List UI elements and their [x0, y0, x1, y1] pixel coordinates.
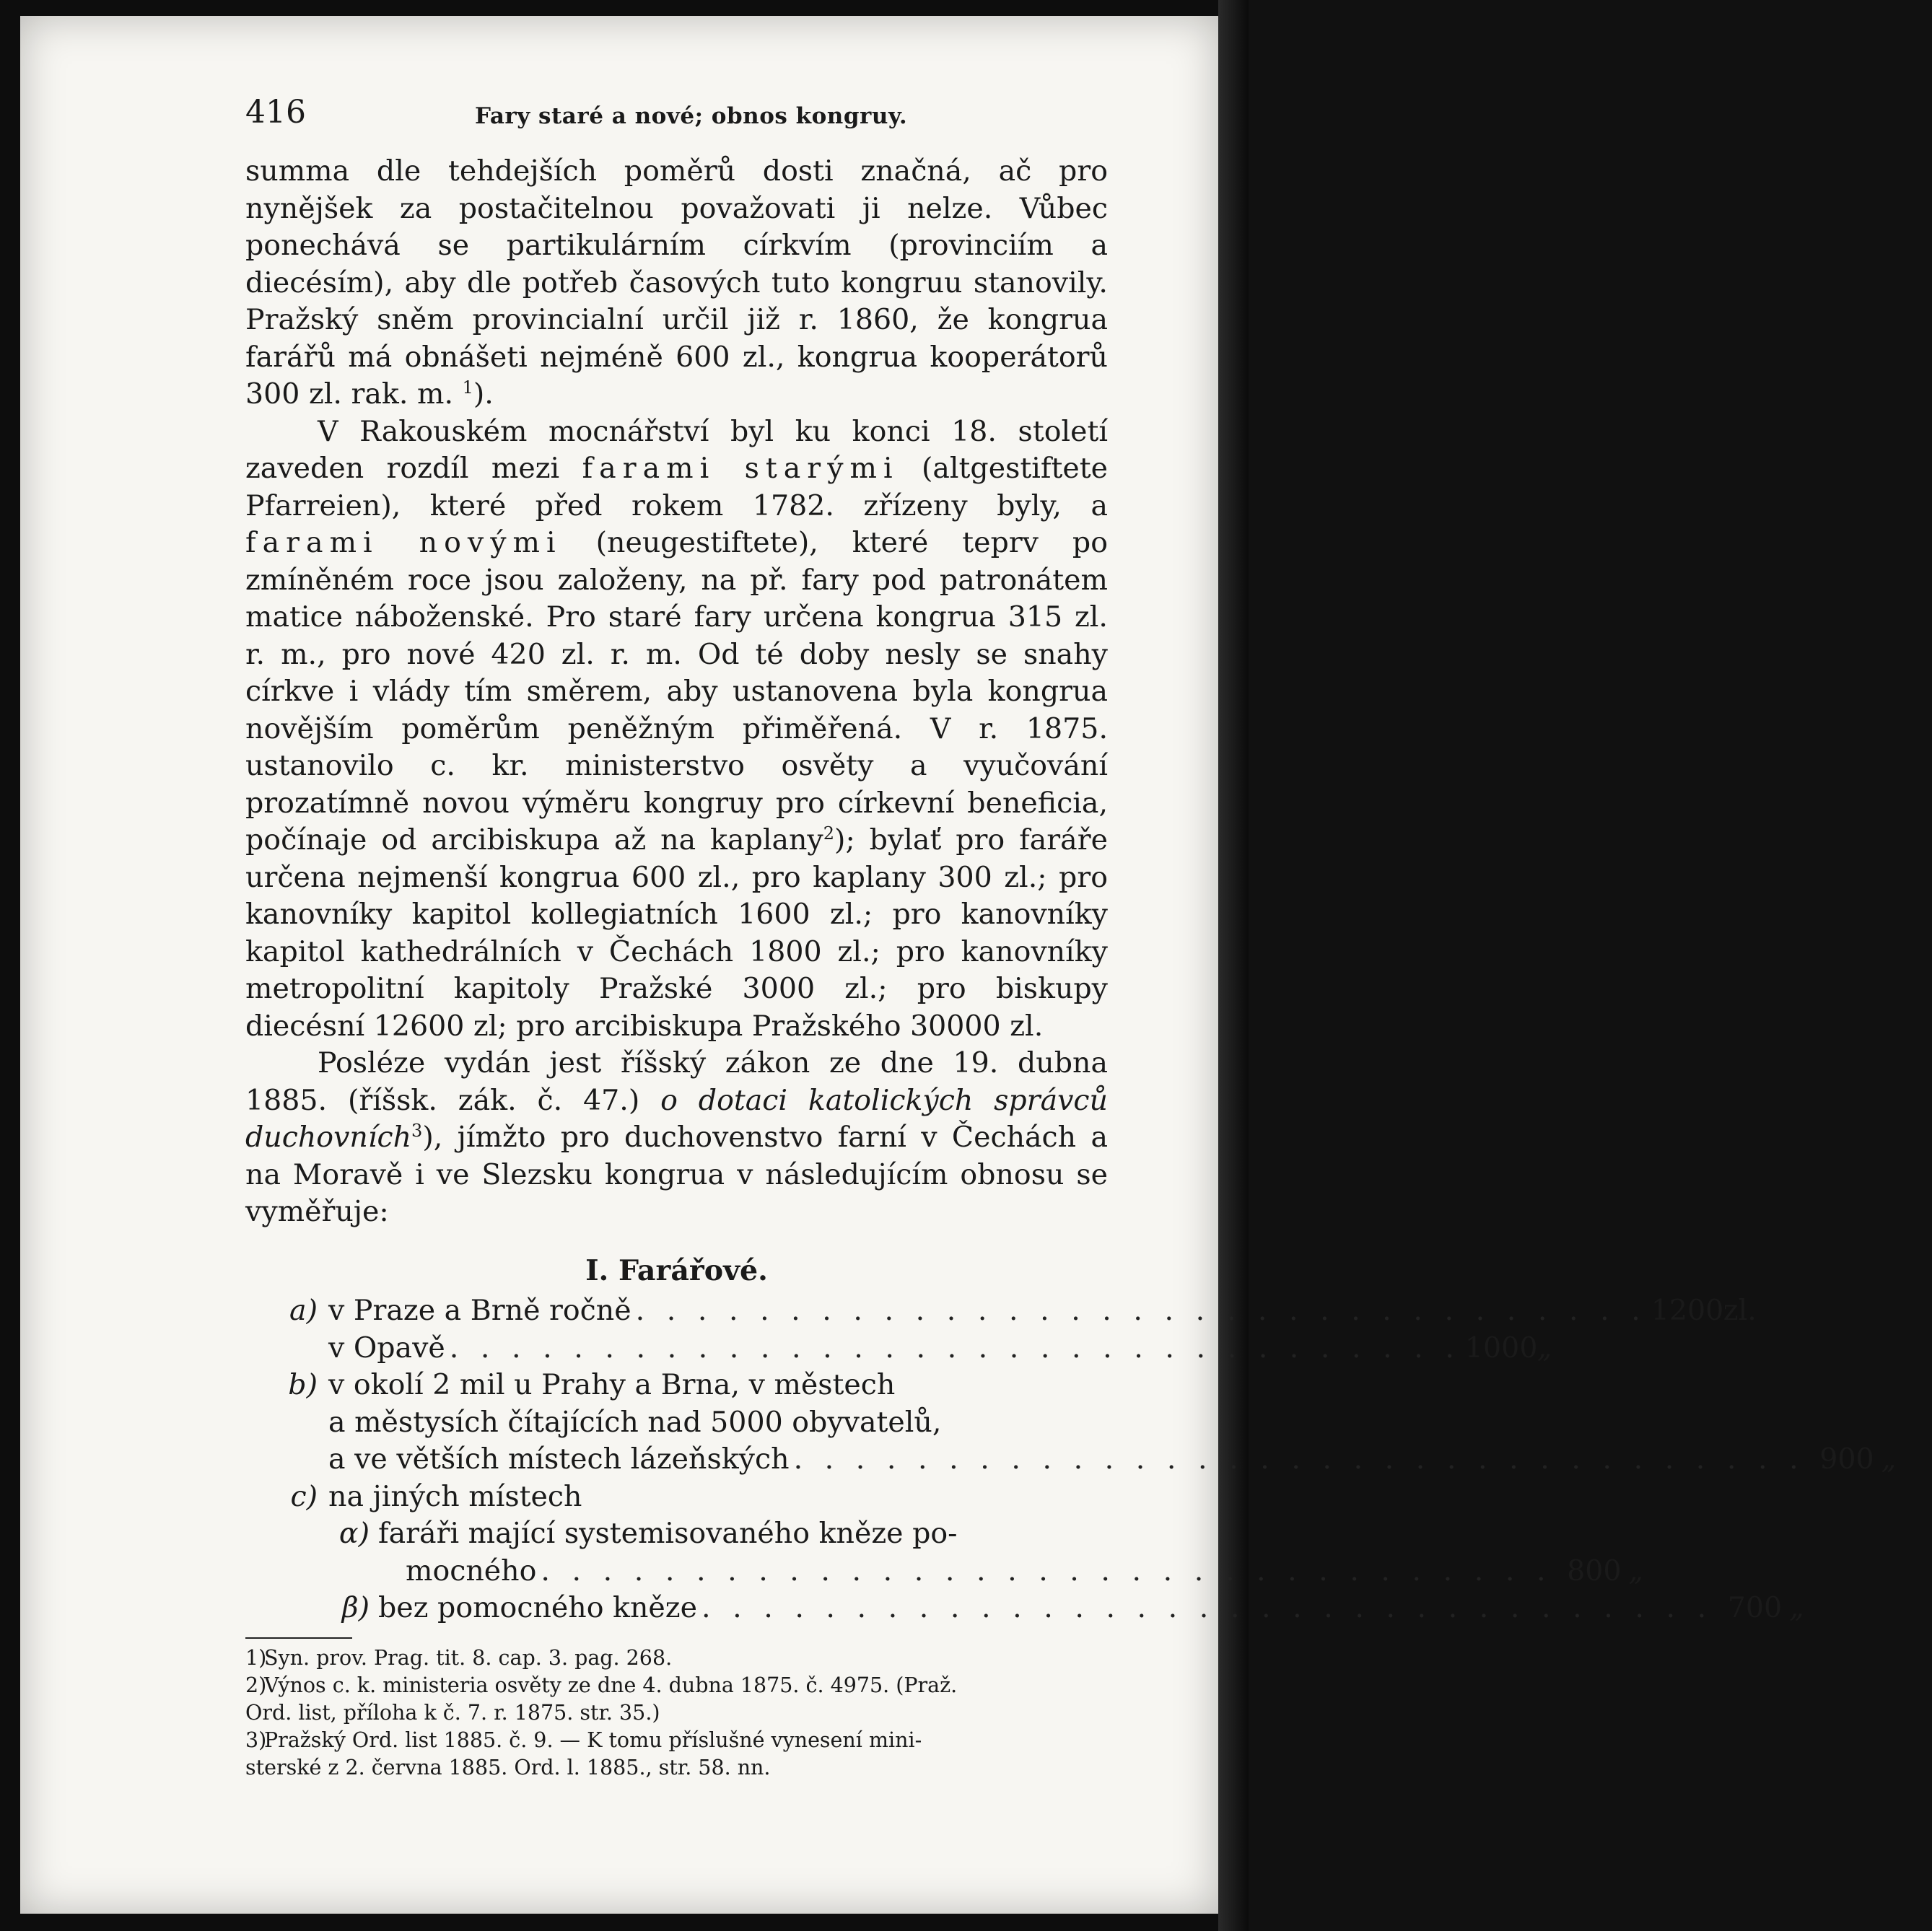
schedule-row-a1 — [245, 1292, 1757, 1330]
item-desc: mocného — [406, 1554, 537, 1588]
footnote-marker: 3) — [245, 1728, 267, 1752]
footnote-1 — [245, 1645, 1108, 1672]
leader-dots: . . . . . . . . . . . . . . . . . . . . . . . . . . . . . . . . . — [541, 1554, 1552, 1588]
running-title: Fary staré a nové; obnos kongruy. — [475, 103, 908, 129]
schedule-title: I. Farářové. — [585, 1253, 768, 1287]
item-desc: faráři mající systemisovaného kněze po- — [378, 1517, 958, 1550]
para3-text-b: ), jímžto pro duchovenstvo farní v Čechách a na Moravě i ve Slezsku kongrua v následujícím obnosu se vyměřuje: — [245, 1121, 1108, 1228]
para1-text: summa dle tehdejších poměrů dosti značná, ač pro nynějšek za postačitelnou považovati ji nelze. Vůbec ponechává se partikulárním církvím (provinciím a diecésím), aby dle potřeb časových tuto kongruu stanovily. Pražský sněm provincialní určil již r. 1860, že kongrua farářů má obnášeti nejméně 600 zl., kongrua kooperátorů 300 zl. rak. m. — [245, 154, 1108, 411]
footnote-marker: 1) — [245, 1645, 267, 1670]
footnote-2 — [245, 1672, 1108, 1699]
item-amount: 1200 — [1651, 1294, 1724, 1327]
item-desc: na jiných místech — [328, 1479, 582, 1513]
para3-text-a: Posléze vydán jest říšský zákon ze dne 19. dubna 1885. (říšsk. zák. č. 47.) — [245, 1046, 1108, 1117]
leader-dots: . . . . . . . . . . . . . . . . . . . . . . . . . . . . . . . . . — [449, 1331, 1461, 1365]
para2-text-a: V Rakouském mocnářství byl ku konci 18. století zaveden rozdíl mezi — [245, 414, 1108, 485]
footnote-rule — [245, 1637, 352, 1639]
item-marker: α) — [338, 1517, 370, 1550]
footnote-ref-1[interactable]: 1 — [462, 377, 473, 398]
spaced-term-old-parishes: farami starými — [582, 452, 899, 485]
para1-end: ). — [473, 377, 494, 411]
ditto-mark: „ — [1881, 1442, 1897, 1476]
item-desc: a městysích čítajících nad 5000 obyvatelů, — [328, 1405, 942, 1439]
item-unit: zl. — [1723, 1294, 1757, 1327]
item-desc: v Praze a Brně ročně — [328, 1294, 631, 1327]
item-desc: a ve větších místech lázeňských — [328, 1442, 790, 1476]
item-marker: β) — [341, 1591, 370, 1624]
para2-text-d: ); bylať pro faráře určena nejmenší kongrua 600 zl., pro kaplany 300 zl.; pro kanovníky kapitol kollegiatních 1600 zl.; pro kanovníky kapitol kathedrálních v Čechách 1800 zl.; pro kanovníky metropolitní kapitoly Pražské 3000 zl.; pro biskupy diecésní 12600 zl; pro arcibiskupa Pražského 30000 zl. — [245, 823, 1108, 1043]
item-desc: v Opavě — [328, 1331, 445, 1365]
item-marker: b) — [288, 1368, 318, 1401]
schedule-row-b1 — [245, 1367, 1108, 1404]
footnote-text: Výnos c. k. ministeria osvěty ze dne 4. dubna 1875. č. 4975. (Praž. — [264, 1673, 958, 1697]
schedule-row-alpha1 — [245, 1515, 1108, 1553]
item-marker: a) — [289, 1294, 318, 1327]
footnote-ref-2[interactable]: 2 — [823, 823, 835, 844]
para2-text-b: (altgestiftete Pfarreien), které před rokem 1782. zřízeny byly, a — [245, 452, 1108, 522]
leader-dots: . . . . . . . . . . . . . . . . . . . . . . . . . . . . . . . . . — [793, 1442, 1805, 1476]
paragraph-1 — [245, 153, 1108, 413]
paragraph-3 — [245, 1045, 1108, 1231]
footnote-marker: 2) — [245, 1673, 267, 1697]
page-edge-shadow — [1218, 0, 1249, 1931]
footnote-3-cont: sterské z 2. června 1885. Ord. l. 1885., str. 58. nn. — [245, 1755, 771, 1779]
schedule-row-b2 — [245, 1404, 1108, 1442]
ditto-mark: „ — [1628, 1554, 1644, 1588]
item-amount: 800 — [1567, 1554, 1622, 1588]
schedule-row-beta — [245, 1590, 1804, 1627]
paragraph-2 — [245, 413, 1108, 1046]
footnote-2-cont: Ord. list, příloha k č. 7. r. 1875. str. 35.) — [245, 1700, 660, 1725]
schedule-row-c — [245, 1479, 1108, 1516]
item-amount: 900 — [1819, 1442, 1874, 1476]
schedule-row-alpha2 — [245, 1553, 1644, 1590]
law-title: o dotaci katolických správců duchovních — [245, 1083, 1108, 1154]
page-number: 416 — [245, 94, 306, 131]
footnote-ref-3[interactable]: 3 — [411, 1120, 423, 1141]
leader-dots: . . . . . . . . . . . . . . . . . . . . . . . . . . . . . . . . . — [635, 1294, 1647, 1327]
footnote-3 — [245, 1727, 1108, 1754]
item-amount: 700 — [1727, 1591, 1783, 1624]
item-desc: bez pomocného kněze — [378, 1591, 697, 1624]
schedule-row-b3 — [245, 1441, 1897, 1479]
spaced-term-new-parishes: farami novými — [245, 526, 562, 559]
footnote-text: Pražský Ord. list 1885. č. 9. — K tomu příslušné vynesení mini- — [264, 1728, 922, 1752]
ditto-mark: „ — [1789, 1591, 1804, 1624]
item-amount: 1000 — [1464, 1331, 1538, 1365]
ditto-mark: „ — [1537, 1331, 1552, 1365]
page-header — [245, 94, 1108, 137]
leader-dots: . . . . . . . . . . . . . . . . . . . . . . . . . . . . . . . . . — [701, 1591, 1713, 1624]
footnote-text: Syn. prov. Prag. tit. 8. cap. 3. pag. 268. — [264, 1645, 673, 1670]
item-desc: v okolí 2 mil u Prahy a Brna, v městech — [328, 1368, 896, 1401]
item-marker: c) — [290, 1479, 318, 1513]
page-content — [245, 94, 1897, 1782]
para2-text-c: (neugestiftete), které teprv po zmíněném roce jsou založeny, na př. fary pod patronátem matice náboženské. Pro staré fary určena kongrua 315 zl. r. m., pro nové 420 zl. r. m. Od té doby nesly se snahy církve i vlády tím směrem, aby ustanovena byla kongrua novějším poměrům peněžným přiměřená. V r. 1875. ustanovilo c. kr. ministerstvo osvěty a vyučování prozatímně novou výměru kongruy pro církevní beneficia, počínaje od arcibiskupa až na kaplany — [245, 526, 1108, 857]
schedule-row-a2 — [245, 1330, 1552, 1367]
congrua-schedule — [245, 1292, 1897, 1627]
